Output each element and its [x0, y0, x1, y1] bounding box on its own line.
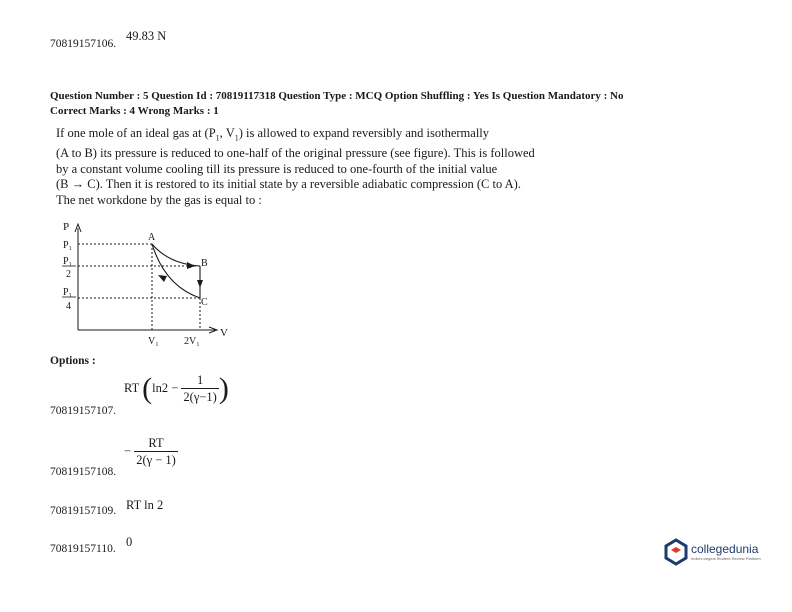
question-text-line1-a: If one mole of an ideal gas at (P — [56, 126, 216, 140]
question-text-line1-b: , V — [219, 126, 235, 140]
option-2-id: 70819157108. — [50, 466, 117, 478]
previous-option-answer: 49.83 N — [126, 29, 167, 43]
brand-name: collegedunia — [691, 541, 759, 556]
question-meta-line1: Question Number : 5 Question Id : 70819117318 Question Type : MCQ Option Shuffling : Yes Is Question Mandatory : No — [50, 90, 624, 102]
options-heading: Options : — [50, 355, 96, 367]
option-3-id: 70819157109. — [50, 505, 117, 517]
y-tick-p1-quarter-num: P₁ — [63, 287, 73, 298]
pv-diagram — [55, 218, 235, 353]
previous-option-id: 70819157106. — [50, 38, 117, 50]
option-2-den: 2(γ − 1) — [136, 453, 176, 467]
arrow-c-a — [158, 275, 167, 282]
collegedunia-logo-icon — [664, 538, 688, 566]
point-a-label: A — [148, 232, 156, 243]
y-axis-label: P — [63, 221, 70, 233]
option-1-den: 2(γ−1) — [183, 390, 217, 404]
brand-tagline: India's largest Student Review Platform — [691, 555, 761, 561]
y-tick-p1-quarter-den: 4 — [66, 301, 71, 312]
question-text — [56, 126, 616, 208]
arrow-a-b — [187, 262, 195, 269]
question-text-line5: The net workdone by the gas is equal to : — [56, 192, 262, 207]
option-1-expression[interactable]: RT (ln2 − $\frac{1}{2(\gamma-1)}$ ) — [124, 372, 229, 405]
option-4-id: 70819157110. — [50, 543, 116, 555]
question-text-sub2: 1 — [234, 133, 239, 143]
y-tick-p1-half-den: 2 — [66, 269, 71, 280]
y-tick-p1-half-num: P₁ — [63, 256, 73, 267]
question-text-sub1: 1 — [215, 133, 220, 143]
x-tick-2v1: 2V₁ — [184, 336, 200, 347]
option-2-expression[interactable] — [124, 436, 178, 468]
point-c-label: C — [201, 297, 208, 308]
option-2-minus: − — [124, 443, 132, 458]
question-text-line4: (B → C). Then it is restored to its initial state by a reversible adiabatic compression (C to A). — [56, 177, 521, 191]
question-text-line1-c: ) is allowed to expand reversibly and isothermally — [238, 126, 490, 140]
option-1-ln: ln2 − — [152, 380, 179, 395]
x-axis-label: V — [220, 327, 228, 339]
question-text-line2: (A to B) its pressure is reduced to one-half of the original pressure (see figure). This is followed — [56, 146, 535, 160]
option-4-text[interactable]: 0 — [126, 535, 133, 549]
option-3-text[interactable]: RT ln 2 — [126, 498, 164, 512]
collegedunia-logo — [664, 538, 761, 566]
option-1-prefix: RT — [124, 380, 139, 395]
x-tick-v1: V₁ — [148, 336, 159, 347]
option-1-id: 70819157107. — [50, 405, 117, 417]
arrow-b-c — [197, 280, 203, 288]
adiabatic-curve-c-a — [152, 244, 200, 298]
question-meta-line2: Correct Marks : 4 Wrong Marks : 1 — [50, 105, 219, 117]
question-text-line3: by a constant volume cooling till its pressure is reduced to one-fourth of the initial value — [56, 161, 498, 176]
y-tick-p1: P₁ — [63, 240, 73, 251]
option-2-num: RT — [148, 436, 164, 450]
option-1-num: 1 — [196, 373, 204, 387]
point-b-label: B — [201, 258, 208, 269]
